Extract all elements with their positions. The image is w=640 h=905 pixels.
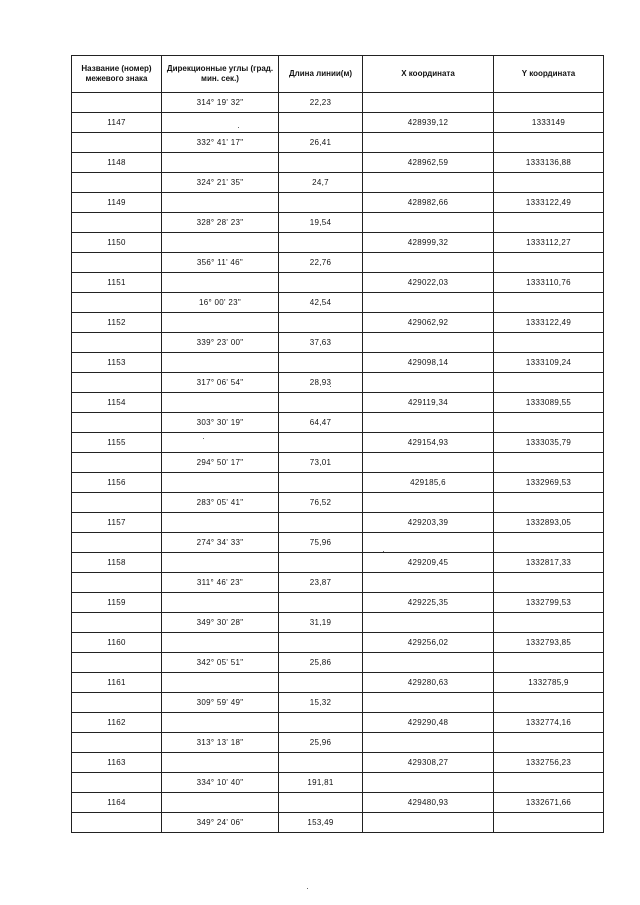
empty-cell — [162, 153, 279, 173]
directional-angle-cell: 334° 10' 40" — [162, 773, 279, 793]
line-length-cell: 28,93 — [279, 373, 363, 393]
y-coordinate-cell: 1333136,88 — [494, 153, 604, 173]
empty-cell — [494, 613, 604, 633]
empty-cell — [363, 333, 494, 353]
y-coordinate-cell: 1332671,66 — [494, 793, 604, 813]
directional-angle-cell: 339° 23' 00" — [162, 333, 279, 353]
empty-cell — [494, 533, 604, 553]
x-coordinate-cell: 429290,48 — [363, 713, 494, 733]
empty-cell — [279, 153, 363, 173]
empty-cell — [162, 393, 279, 413]
empty-cell — [363, 693, 494, 713]
empty-cell — [162, 273, 279, 293]
empty-cell — [279, 353, 363, 373]
x-coordinate-cell: 429308,27 — [363, 753, 494, 773]
segment-row — [72, 413, 604, 433]
empty-cell — [162, 673, 279, 693]
empty-cell — [279, 753, 363, 773]
empty-cell — [72, 693, 162, 713]
segment-row — [72, 613, 604, 633]
point-row — [72, 753, 604, 773]
segment-row — [72, 493, 604, 513]
point-row — [72, 273, 604, 293]
point-name-cell: 1151 — [72, 273, 162, 293]
empty-cell — [279, 313, 363, 333]
scan-speck — [330, 386, 331, 387]
x-coordinate-cell: 428962,59 — [363, 153, 494, 173]
directional-angle-cell: 314° 19' 32" — [162, 93, 279, 113]
point-row — [72, 793, 604, 813]
line-length-cell: 76,52 — [279, 493, 363, 513]
empty-cell — [363, 453, 494, 473]
empty-cell — [494, 733, 604, 753]
directional-angle-cell: 294° 50' 17" — [162, 453, 279, 473]
empty-cell — [279, 473, 363, 493]
point-name-cell: 1160 — [72, 633, 162, 653]
line-length-cell: 25,86 — [279, 653, 363, 673]
x-coordinate-cell: 428982,66 — [363, 193, 494, 213]
empty-cell — [494, 493, 604, 513]
empty-cell — [494, 813, 604, 833]
point-row — [72, 433, 604, 453]
segment-row — [72, 773, 604, 793]
point-name-cell: 1155 — [72, 433, 162, 453]
point-name-cell: 1162 — [72, 713, 162, 733]
header-line-length: Длина линии(м) — [279, 56, 363, 93]
empty-cell — [279, 273, 363, 293]
directional-angle-cell: 317° 06' 54" — [162, 373, 279, 393]
x-coordinate-cell: 428939,12 — [363, 113, 494, 133]
line-length-cell: 19,54 — [279, 213, 363, 233]
x-coordinate-cell: 429480,93 — [363, 793, 494, 813]
segment-row — [72, 213, 604, 233]
point-name-cell: 1147 — [72, 113, 162, 133]
directional-angle-cell: 328° 28' 23" — [162, 213, 279, 233]
x-coordinate-cell: 429280,63 — [363, 673, 494, 693]
empty-cell — [363, 573, 494, 593]
segment-row — [72, 573, 604, 593]
empty-cell — [162, 193, 279, 213]
point-name-cell: 1152 — [72, 313, 162, 333]
y-coordinate-cell: 1332785,9 — [494, 673, 604, 693]
directional-angle-cell: 16° 00' 23" — [162, 293, 279, 313]
empty-cell — [494, 293, 604, 313]
table-header-row — [72, 56, 604, 93]
point-name-cell: 1153 — [72, 353, 162, 373]
empty-cell — [72, 613, 162, 633]
empty-cell — [494, 653, 604, 673]
empty-cell — [162, 353, 279, 373]
empty-cell — [494, 133, 604, 153]
point-row — [72, 553, 604, 573]
x-coordinate-cell: 429022,03 — [363, 273, 494, 293]
segment-row — [72, 813, 604, 833]
line-length-cell: 75,96 — [279, 533, 363, 553]
segment-row — [72, 333, 604, 353]
empty-cell — [72, 253, 162, 273]
segment-row — [72, 93, 604, 113]
table-body — [72, 93, 604, 833]
x-coordinate-cell: 429154,93 — [363, 433, 494, 453]
empty-cell — [72, 453, 162, 473]
y-coordinate-cell: 1333109,24 — [494, 353, 604, 373]
point-row — [72, 313, 604, 333]
directional-angle-cell: 332° 41' 17" — [162, 133, 279, 153]
header-directional-angles: Дирекционные углы (град. мин. сек.) — [162, 56, 279, 93]
y-coordinate-cell: 1332893,05 — [494, 513, 604, 533]
empty-cell — [162, 713, 279, 733]
empty-cell — [162, 513, 279, 533]
segment-row — [72, 253, 604, 273]
x-coordinate-cell: 429119,34 — [363, 393, 494, 413]
directional-angle-cell: 303° 30' 19" — [162, 413, 279, 433]
point-row — [72, 473, 604, 493]
empty-cell — [494, 693, 604, 713]
empty-cell — [72, 493, 162, 513]
empty-cell — [72, 173, 162, 193]
segment-row — [72, 133, 604, 153]
header-x-coordinate: X координата — [363, 56, 494, 93]
point-name-cell: 1156 — [72, 473, 162, 493]
line-length-cell: 64,47 — [279, 413, 363, 433]
line-length-cell: 31,19 — [279, 613, 363, 633]
y-coordinate-cell: 1332756,23 — [494, 753, 604, 773]
line-length-cell: 37,63 — [279, 333, 363, 353]
directional-angle-cell: 324° 21' 35" — [162, 173, 279, 193]
empty-cell — [363, 413, 494, 433]
empty-cell — [162, 233, 279, 253]
empty-cell — [279, 673, 363, 693]
x-coordinate-cell: 429209,45 — [363, 553, 494, 573]
empty-cell — [279, 553, 363, 573]
empty-cell — [279, 793, 363, 813]
empty-cell — [279, 433, 363, 453]
directional-angle-cell: 309° 59' 49" — [162, 693, 279, 713]
x-coordinate-cell: 429185,6 — [363, 473, 494, 493]
directional-angle-cell: 349° 30' 28" — [162, 613, 279, 633]
empty-cell — [363, 133, 494, 153]
line-length-cell: 24,7 — [279, 173, 363, 193]
point-name-cell: 1149 — [72, 193, 162, 213]
segment-row — [72, 653, 604, 673]
empty-cell — [72, 653, 162, 673]
point-name-cell: 1163 — [72, 753, 162, 773]
point-row — [72, 193, 604, 213]
y-coordinate-cell: 1333035,79 — [494, 433, 604, 453]
empty-cell — [363, 173, 494, 193]
x-coordinate-cell: 429062,92 — [363, 313, 494, 333]
header-y-coordinate: Y координата — [494, 56, 604, 93]
y-coordinate-cell: 1332774,16 — [494, 713, 604, 733]
segment-row — [72, 733, 604, 753]
empty-cell — [72, 733, 162, 753]
point-row — [72, 353, 604, 373]
point-name-cell: 1158 — [72, 553, 162, 573]
empty-cell — [363, 533, 494, 553]
point-name-cell: 1159 — [72, 593, 162, 613]
empty-cell — [494, 213, 604, 233]
point-name-cell: 1164 — [72, 793, 162, 813]
empty-cell — [363, 813, 494, 833]
line-length-cell: 25,96 — [279, 733, 363, 753]
empty-cell — [363, 493, 494, 513]
directional-angle-cell: 283° 05' 41" — [162, 493, 279, 513]
point-row — [72, 673, 604, 693]
empty-cell — [363, 613, 494, 633]
empty-cell — [72, 573, 162, 593]
line-length-cell: 22,76 — [279, 253, 363, 273]
empty-cell — [494, 253, 604, 273]
directional-angle-cell: 311° 46' 23" — [162, 573, 279, 593]
empty-cell — [363, 653, 494, 673]
line-length-cell: 23,87 — [279, 573, 363, 593]
empty-cell — [494, 173, 604, 193]
empty-cell — [279, 593, 363, 613]
empty-cell — [72, 773, 162, 793]
scan-speck — [238, 127, 239, 128]
empty-cell — [279, 633, 363, 653]
empty-cell — [162, 433, 279, 453]
segment-row — [72, 173, 604, 193]
empty-cell — [162, 313, 279, 333]
y-coordinate-cell: 1333112,27 — [494, 233, 604, 253]
x-coordinate-cell: 429256,02 — [363, 633, 494, 653]
y-coordinate-cell: 1332793,85 — [494, 633, 604, 653]
directional-angle-cell: 342° 05' 51" — [162, 653, 279, 673]
empty-cell — [72, 533, 162, 553]
point-row — [72, 593, 604, 613]
point-row — [72, 713, 604, 733]
empty-cell — [162, 633, 279, 653]
scan-speck — [203, 438, 204, 439]
empty-cell — [494, 333, 604, 353]
empty-cell — [279, 513, 363, 533]
header-point-name: Название (номер) межевого знака — [72, 56, 162, 93]
empty-cell — [363, 773, 494, 793]
line-length-cell: 15,32 — [279, 693, 363, 713]
empty-cell — [72, 213, 162, 233]
point-name-cell: 1148 — [72, 153, 162, 173]
empty-cell — [279, 393, 363, 413]
empty-cell — [363, 213, 494, 233]
point-name-cell: 1154 — [72, 393, 162, 413]
x-coordinate-cell: 429225,35 — [363, 593, 494, 613]
x-coordinate-cell: 429098,14 — [363, 353, 494, 373]
line-length-cell: 73,01 — [279, 453, 363, 473]
empty-cell — [494, 93, 604, 113]
line-length-cell: 153,49 — [279, 813, 363, 833]
line-length-cell: 26,41 — [279, 133, 363, 153]
empty-cell — [162, 113, 279, 133]
directional-angle-cell: 349° 24' 06" — [162, 813, 279, 833]
segment-row — [72, 533, 604, 553]
empty-cell — [72, 293, 162, 313]
empty-cell — [279, 193, 363, 213]
segment-row — [72, 693, 604, 713]
empty-cell — [363, 373, 494, 393]
line-length-cell: 22,23 — [279, 93, 363, 113]
y-coordinate-cell: 1333122,49 — [494, 313, 604, 333]
empty-cell — [494, 413, 604, 433]
segment-row — [72, 293, 604, 313]
empty-cell — [494, 573, 604, 593]
empty-cell — [363, 253, 494, 273]
y-coordinate-cell: 1332799,53 — [494, 593, 604, 613]
y-coordinate-cell: 1333122,49 — [494, 193, 604, 213]
empty-cell — [72, 333, 162, 353]
point-row — [72, 113, 604, 133]
empty-cell — [162, 593, 279, 613]
empty-cell — [363, 93, 494, 113]
line-length-cell: 191,81 — [279, 773, 363, 793]
point-row — [72, 633, 604, 653]
empty-cell — [363, 733, 494, 753]
y-coordinate-cell: 1333149 — [494, 113, 604, 133]
empty-cell — [162, 753, 279, 773]
empty-cell — [162, 553, 279, 573]
y-coordinate-cell: 1333089,55 — [494, 393, 604, 413]
directional-angle-cell: 356° 11' 46" — [162, 253, 279, 273]
empty-cell — [72, 93, 162, 113]
segment-row — [72, 373, 604, 393]
boundary-coordinates-table — [71, 55, 604, 833]
scan-speck — [307, 888, 308, 889]
empty-cell — [279, 233, 363, 253]
empty-cell — [494, 373, 604, 393]
point-name-cell: 1161 — [72, 673, 162, 693]
empty-cell — [363, 293, 494, 313]
empty-cell — [72, 813, 162, 833]
empty-cell — [72, 373, 162, 393]
directional-angle-cell: 313° 13' 18" — [162, 733, 279, 753]
point-name-cell: 1150 — [72, 233, 162, 253]
empty-cell — [72, 413, 162, 433]
line-length-cell: 42,54 — [279, 293, 363, 313]
y-coordinate-cell: 1332969,53 — [494, 473, 604, 493]
point-row — [72, 233, 604, 253]
point-name-cell: 1157 — [72, 513, 162, 533]
empty-cell — [162, 793, 279, 813]
segment-row — [72, 453, 604, 473]
empty-cell — [279, 113, 363, 133]
x-coordinate-cell: 429203,39 — [363, 513, 494, 533]
empty-cell — [494, 453, 604, 473]
empty-cell — [72, 133, 162, 153]
point-row — [72, 153, 604, 173]
empty-cell — [494, 773, 604, 793]
directional-angle-cell: 274° 34' 33" — [162, 533, 279, 553]
y-coordinate-cell: 1333110,76 — [494, 273, 604, 293]
y-coordinate-cell: 1332817,33 — [494, 553, 604, 573]
scan-speck — [383, 551, 384, 552]
empty-cell — [279, 713, 363, 733]
point-row — [72, 513, 604, 533]
point-row — [72, 393, 604, 413]
empty-cell — [162, 473, 279, 493]
x-coordinate-cell: 428999,32 — [363, 233, 494, 253]
